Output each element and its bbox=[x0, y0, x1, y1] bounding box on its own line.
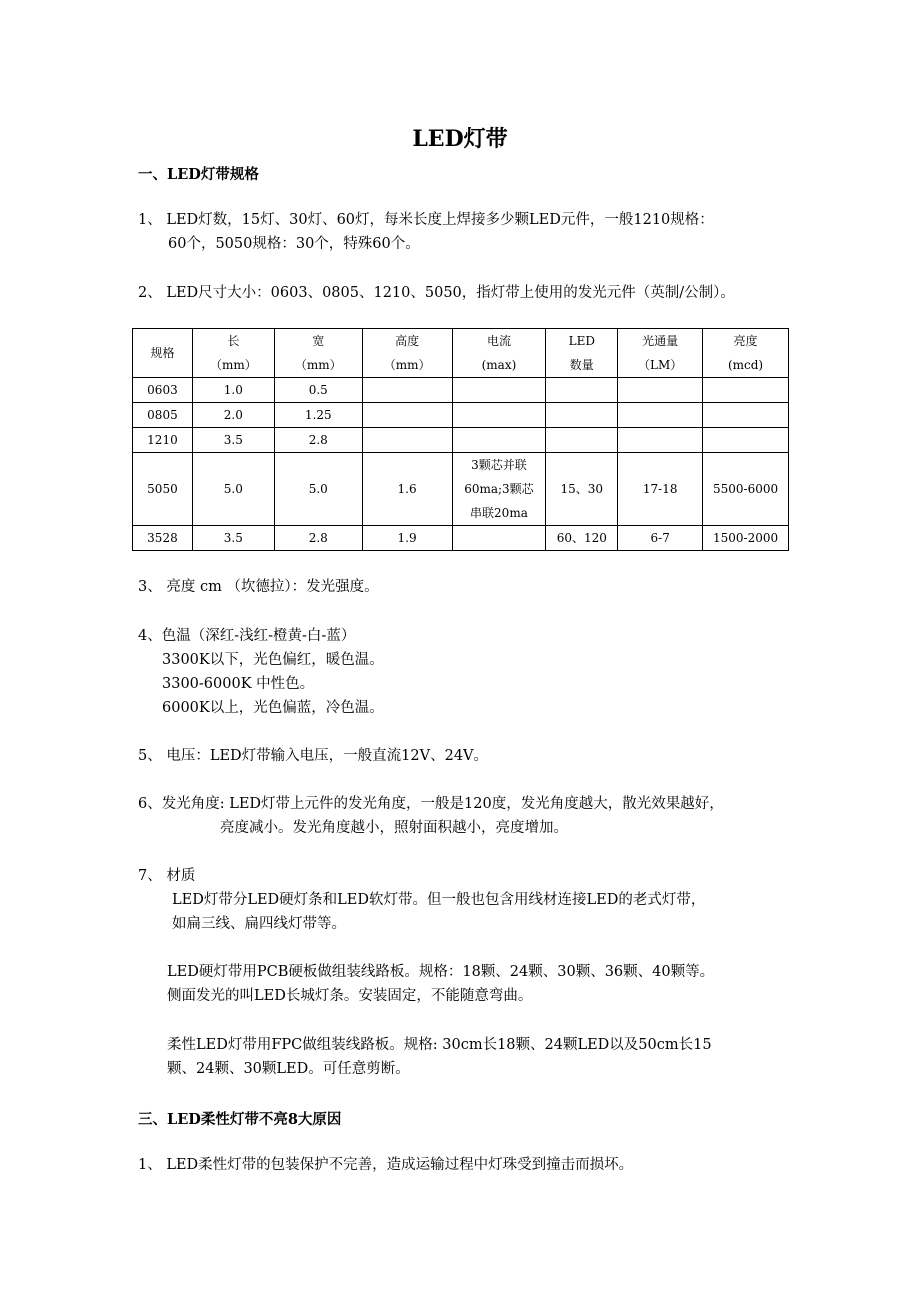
table-cell: 17-18 bbox=[618, 453, 703, 526]
header-cell: LED 数量 bbox=[546, 329, 618, 378]
table-cell bbox=[618, 428, 703, 453]
table-cell: 3.5 bbox=[192, 428, 274, 453]
item-3: 3、 亮度 cm （坎德拉）：发光强度。 bbox=[138, 579, 379, 595]
table-cell bbox=[362, 403, 452, 428]
header-cell: 电流 (max) bbox=[452, 329, 546, 378]
item-2: 2、 LED尺寸大小：0603、0805、1210、5050，指灯带上使用的发光元件（英制/公制）。 bbox=[138, 285, 735, 301]
table-cell bbox=[452, 526, 546, 551]
table-cell bbox=[546, 428, 618, 453]
item-5: 5、 电压：LED灯带输入电压，一般直流12V、24V。 bbox=[138, 748, 489, 764]
table-cell: 5.0 bbox=[192, 453, 274, 526]
item-7-p1-line-1: LED灯带分LED硬灯条和LED软灯带。但一般也包含用线材连接LED的老式灯带， bbox=[172, 892, 706, 908]
table-cell: 6-7 bbox=[618, 526, 703, 551]
table-cell: 0603 bbox=[133, 378, 193, 403]
table-cell bbox=[452, 428, 546, 453]
table-cell bbox=[452, 378, 546, 403]
header-cell: 亮度 (mcd) bbox=[703, 329, 789, 378]
table-cell bbox=[703, 378, 789, 403]
table-cell: 0.5 bbox=[274, 378, 362, 403]
table-row bbox=[133, 526, 789, 551]
table-cell bbox=[546, 378, 618, 403]
spec-table bbox=[132, 328, 789, 551]
table-cell bbox=[618, 378, 703, 403]
table-cell: 3528 bbox=[133, 526, 193, 551]
table-cell: 3.5 bbox=[192, 526, 274, 551]
item-7-p3-line-2: 颗、24颗、30颗LED。可任意剪断。 bbox=[167, 1061, 410, 1077]
table-cell-multiline: 3颗芯并联 60ma;3颗芯 串联20ma bbox=[452, 453, 546, 526]
item-4-heading: 4、色温（深红-浅红-橙黄-白-蓝） bbox=[138, 628, 356, 644]
table-cell: 2.8 bbox=[274, 428, 362, 453]
header-cell: 长 （mm） bbox=[192, 329, 274, 378]
table-cell: 1.0 bbox=[192, 378, 274, 403]
table-cell bbox=[452, 403, 546, 428]
item-4-line-2: 3300-6000K 中性色。 bbox=[162, 676, 315, 692]
page-title: LED灯带 bbox=[412, 126, 508, 152]
table-cell bbox=[703, 403, 789, 428]
table-cell: 15、30 bbox=[546, 453, 618, 526]
table-row bbox=[133, 428, 789, 453]
item-7-p2-line-1: LED硬灯带用PCB硬板做组装线路板。规格：18颗、24颗、30颗、36颗、40颗等。 bbox=[167, 964, 715, 980]
item-7-p1-line-2: 如扁三线、扁四线灯带等。 bbox=[172, 916, 346, 932]
item-6-line-1: 6、发光角度: LED灯带上元件的发光角度，一般是120度，发光角度越大，散光效果越好， bbox=[138, 796, 724, 812]
table-cell: 2.8 bbox=[274, 526, 362, 551]
section-1-heading: 一、LED灯带规格 bbox=[138, 166, 259, 183]
table-cell: 1.25 bbox=[274, 403, 362, 428]
item-7-heading: 7、 材质 bbox=[138, 868, 196, 884]
table-row bbox=[133, 378, 789, 403]
table-cell: 1.6 bbox=[362, 453, 452, 526]
table-cell bbox=[362, 378, 452, 403]
table-cell: 0805 bbox=[133, 403, 193, 428]
table-cell: 60、120 bbox=[546, 526, 618, 551]
header-cell: 光通量 （LM） bbox=[618, 329, 703, 378]
table-cell bbox=[618, 403, 703, 428]
table-cell bbox=[703, 428, 789, 453]
table-cell: 1500-2000 bbox=[703, 526, 789, 551]
table-cell: 5.0 bbox=[274, 453, 362, 526]
item-7-p3-line-1: 柔性LED灯带用FPC做组装线路板。规格: 30cm长18颗、24颗LED以及50cm长15 bbox=[167, 1037, 712, 1053]
table-row bbox=[133, 403, 789, 428]
item-1-line-1: 1、 LED灯数，15灯、30灯、60灯，每米长度上焊接多少颗LED元件，一般1210规格： bbox=[138, 212, 714, 228]
table-header-row bbox=[133, 329, 789, 378]
item-1-line-2: 60个，5050规格：30个，特殊60个。 bbox=[168, 236, 420, 252]
section-3-item-1: 1、 LED柔性灯带的包装保护不完善，造成运输过程中灯珠受到撞击而损坏。 bbox=[138, 1157, 634, 1173]
table-cell: 5050 bbox=[133, 453, 193, 526]
table-cell bbox=[546, 403, 618, 428]
item-6-line-2: 亮度减小。发光角度越小，照射面积越小，亮度增加。 bbox=[220, 820, 568, 836]
table-cell: 5500-6000 bbox=[703, 453, 789, 526]
table-cell bbox=[362, 428, 452, 453]
header-cell: 高度 （mm） bbox=[362, 329, 452, 378]
section-3-heading: 三、LED柔性灯带不亮8大原因 bbox=[138, 1111, 342, 1128]
table-cell: 1.9 bbox=[362, 526, 452, 551]
item-4-line-3: 6000K以上，光色偏蓝，冷色温。 bbox=[162, 700, 384, 716]
header-cell: 规格 bbox=[133, 329, 193, 378]
table-cell: 2.0 bbox=[192, 403, 274, 428]
table-cell: 1210 bbox=[133, 428, 193, 453]
table-row bbox=[133, 453, 789, 526]
item-7-p2-line-2: 侧面发光的叫LED长城灯条。安装固定，不能随意弯曲。 bbox=[167, 988, 533, 1004]
item-4-line-1: 3300K以下，光色偏红，暖色温。 bbox=[162, 652, 384, 668]
header-cell: 宽 （mm） bbox=[274, 329, 362, 378]
